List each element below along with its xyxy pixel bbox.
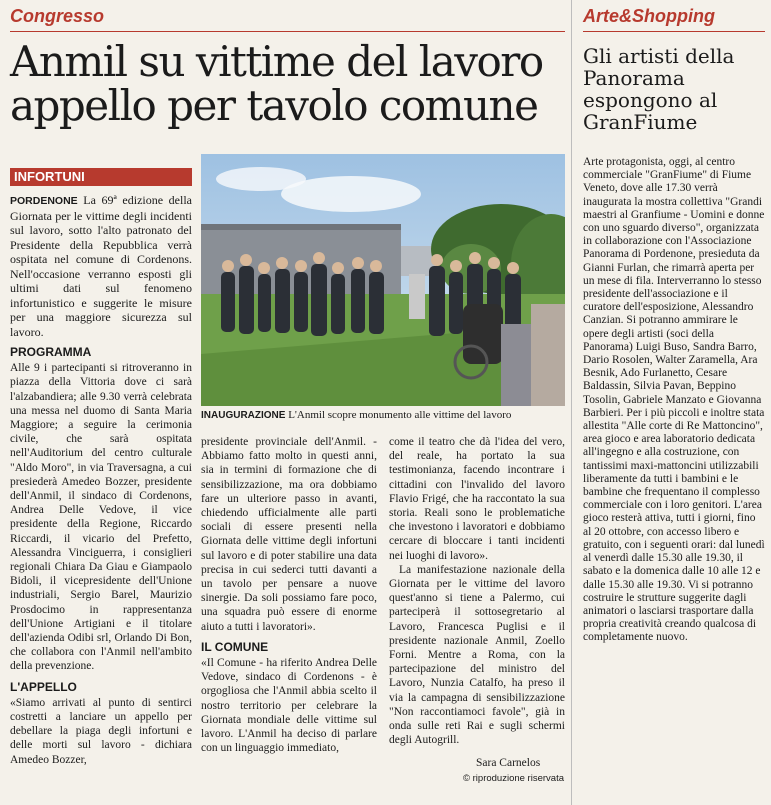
section-tag: INFORTUNI <box>10 168 192 186</box>
article-column-2 <box>201 435 377 755</box>
comune-paragraph: «Il Comune - ha riferito Andrea Delle Vedove, sindaco di Cordenons - è orgogliosa che l'Anmil abbia scelto il nostro territorio per celebrare la Giornata mondiale delle vittime sul lavoro. L'Anmil ha deciso di parlare con un linguaggio immediato, <box>201 657 377 755</box>
article-headline <box>10 37 565 130</box>
right-article-body: Arte protagonista, oggi, al centro commerciale "GranFiume" di Fiume Veneto, dove alle 17.30 verrà inaugurata la mostra collettiva "Grandi maestri al Granfiume - Uomini e donne con uno sguardo diverso", organizzata in collaborazione con l'Associazione Panorama di Pordenone, presieduta da Gianni Furlan, che rimarrà aperta per un mese di fila. Interverranno lo stesso presidente dell'associazione e il curatore dell'esposizione, Alessandro Canzian. Si potranno ammirare le opere degli artisti (soci della Panorama) Luigi Buso, Sandra Barro, Dario Rosolen, Walter Zaramella, Ara Besnik, Ado Furlanetto, Cesare Baldassin, Silvia Pavan, Beppino Tosolin, Gabriele Manzato e Giovanna Barbieri. Per i più piccoli e inoltre stata allestita "Alle corte di Re Mattoncino", area gioco e area laboratorio dedicata all'ingegno e alla costruzione, con tantissimi maxi-mattoncini utilizzabili liberamente da tutti i bambini e le bambine che frequentano il complesso commerciale con i loro genitori. L'area gioco resterà attiva, tutti i giorni, fino al 20 ottobre, con accesso libero e gratuito, con i seguenti orari: dal lunedì al venerdì dalle 15.30 alle 19.30, il sabato e la domenica dalle 10 alle 12 e dalle 15.30 alle 19.30. Vi si potranno costruire le strutture suggerite dagli animatori o lasciarsi trasportare dalla propria creatività creando qualcosa di completamente nuovo. <box>583 156 765 644</box>
subhead-programma: PROGRAMMA <box>10 345 92 359</box>
subhead-appello: L'APPELLO <box>10 679 77 694</box>
event-photo <box>201 154 565 406</box>
right-kicker-rule <box>583 31 765 32</box>
byline: Sara Carnelos <box>476 757 541 769</box>
lead-paragraph: La 69ª edizione della Giornata per le vittime degli incidenti sul lavoro, sotto l'alto patronato del Presidente della Repubblica verrà ospitata nel comune di Cordenons. Nell'occasione verranno esposti gli ultimi dati sul fenomeno infortunistico e suggerite le misure per una maggiore sicurezza sul lavoro. <box>10 193 192 339</box>
programma-paragraph: Alle 9 i partecipanti si ritroveranno in piazza della Vittoria dove ci sarà l'alzabandiera; alle 9.30 verrà celebrata una messa nel duomo di Santa Maria Maggiore; a seguire la cerimonia civile, che sarà ospitata nell'Auditorium del centro culturale "Aldo Moro", in via Traversagna, a cui presiederà Amedeo Bozzer, presidente dell'Anmil, il sindaco di Cordenons, Andrea Delle Vedove, il vice presidente della Regione, Riccardo Riccardi, il vicario del Prefetto, Alessandra Vinciguerra, i consiglieri regionali Chiara Da Giau e Giampaolo Bidoli, il vicepresidente dell'Unione industriali, Sergio Barel, Maurizio Prosdocimo in rappresentanza dell'Unione Artigiani e il titolare dell'azienda Odibi srl, Orlando Di Bon, che collabora con l'Anmil nell'ambito della prevenzione. <box>10 362 192 673</box>
right-section-kicker: Arte&Shopping <box>583 6 715 26</box>
article-column-3 <box>389 435 565 747</box>
caption-label: INAUGURAZIONE <box>201 410 286 421</box>
column-2-paragraph: presidente provinciale dell'Anmil. - Abbiamo fatto molto in questi anni, sia in termini di formazione che di sensibilizzazione, ma ora dobbiamo fare un ulteriore passo in avanti, chiedendo ufficialmente alle parti sociali di essere presenti nella Giornata delle vittime degli infortuni sul lavoro e di poter stabilire una data precisa in cui sederci tutti davanti a un tavolo per pensare a nuove sinergie. Da soli possiamo fare poco, una squadra può essere di enorme aiuto a tutti i lavoratori». <box>201 436 377 633</box>
copyright-note: © riproduzione riservata <box>463 773 564 784</box>
headline-line-2: appello per tavolo comune <box>10 81 538 130</box>
right-article-headline: Gli artisti della Panorama espongono al GranFiume <box>583 44 735 134</box>
dateline: PORDENONE <box>10 195 78 207</box>
headline-line-1: Anmil su vittime del lavoro <box>10 37 543 86</box>
subhead-comune: IL COMUNE <box>201 639 269 654</box>
kicker-rule <box>10 31 565 32</box>
caption-text: L'Anmil scopre monumento alle vittime del lavoro <box>288 409 512 421</box>
photo-caption <box>201 409 565 422</box>
column-divider <box>571 0 572 805</box>
article-column-1 <box>10 193 192 767</box>
section-kicker: Congresso <box>10 6 105 26</box>
column-3-paragraph-1: come il teatro che dà l'idea del vero, del reale, ha portato la sua testimonianza, facendo incontrare i cittadini con l'invalido del lavoro Flavio Frigé, che ha raccontato la sua storia. Reali sono le problematiche che investono i lavoratori e dobbiamo cercare di bloccare i tanti incidenti nei luoghi di lavoro». <box>389 436 565 562</box>
appello-paragraph: «Siamo arrivati al punto di sentirci costretti a lanciare un appello per debellare la piaga degli infortuni e delle morti sul lavoro - dichiara Amedeo Bozzer, <box>10 696 192 766</box>
column-3-paragraph-2: La manifestazione nazionale della Giornata per le vittime del lavoro quest'anno si tiene a Palermo, cui parteciperà il sottosegretario al Lavoro, Francesca Puglisi e il presidente nazionale Anmil, Zoello Forni. Mentre a Roma, con la partecipazione del ministro del Lavoro, Nunzia Catalfo, ha preso il via la campagna di sensibilizzazione "Non raccontiamoci favole", già in onda sulle reti Rai e sugli schermi degli Autogrill. <box>389 563 565 747</box>
